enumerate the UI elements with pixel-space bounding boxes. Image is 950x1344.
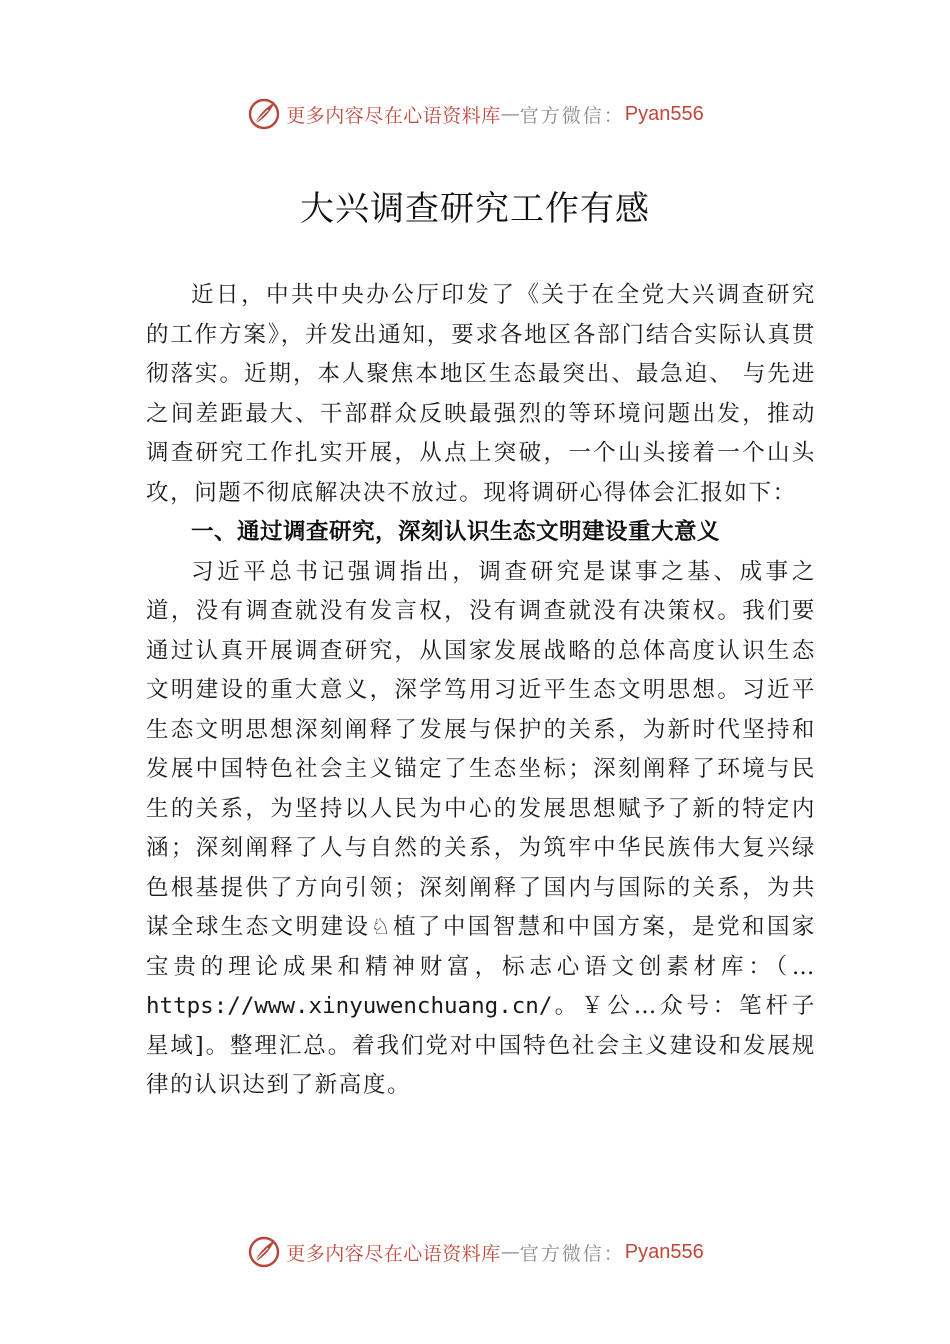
banner-wechat-id: Pyan556	[624, 1240, 704, 1263]
banner-wechat-id: Pyan556	[624, 102, 704, 125]
banner-separator: —	[500, 103, 520, 125]
document-body	[146, 276, 816, 1106]
banner-separator: —	[500, 1241, 520, 1263]
banner-brand-text: 更多内容尽在心语资料库	[286, 1242, 501, 1265]
intro-paragraph: 近日，中共中央办公厅印发了《关于在全党大兴调查研究的工作方案》，并发出通知，要求各地区各部门结合实际认真贯彻落实。近期，本人聚焦本地区生态最突出、最急迫、 与先进之间差距最大、干部群众反映最强烈的等环境问题出发，推动调查研究工作扎实开展，从点上突破，一个山头接着一个山头攻，问题不彻底解决决不放过。现将调研心得体会汇报如下：	[146, 282, 816, 506]
section-1-text-b: 植了中国智慧和中国方案，是党和国家宝贵的理论成果和精神财富，标志心语文创素材库：（…	[146, 914, 817, 980]
banner-wechat-label: 官方微信：	[519, 104, 625, 127]
section-1-heading: 一、通过调查研究，深刻认识生态文明建设重大意义	[191, 519, 721, 545]
section-1-text-c: 。￥公…众号：笔杆子星域]。整理汇总。着我们党对中国特色社会主义建设和发展规律的认识达到了新高度。	[146, 993, 816, 1098]
banner-brand-text: 更多内容尽在心语资料库	[286, 104, 501, 127]
header-banner	[0, 92, 950, 136]
glyph-artifact: ♘	[370, 914, 393, 940]
source-url: https://www.xinyuwenchuang.cn/	[146, 993, 553, 1019]
section-1-text-a: 习近平总书记强调指出，调查研究是谋事之基、成事之道，没有调查就没有发言权，没有调查就没有决策权。我们要通过认真开展调查研究，从国家发展战略的总体高度认识生态文明建设的重大意义，深学笃用习近平生态文明思想。习近平生态文明思想深刻阐释了发展与保护的关系，为新时代坚持和发展中国特色社会主义锚定了生态坐标；深刻阐释了环境与民生的关系，为坚持以人民为中心的发展思想赋予了新的特定内涵；深刻阐释了人与自然的关系，为筑牢中华民族伟大复兴绿色根基提供了方向引领；深刻阐释了国内与国际的关系，为共谋全球生态文明建设	[146, 558, 816, 940]
banner-wechat-label: 官方微信：	[519, 1242, 625, 1265]
quill-logo-icon	[246, 96, 282, 132]
document-title: 大兴调查研究工作有感	[300, 189, 650, 229]
quill-logo-icon	[246, 1234, 282, 1270]
section-1-paragraph	[146, 553, 816, 1106]
footer-banner	[0, 1230, 950, 1274]
